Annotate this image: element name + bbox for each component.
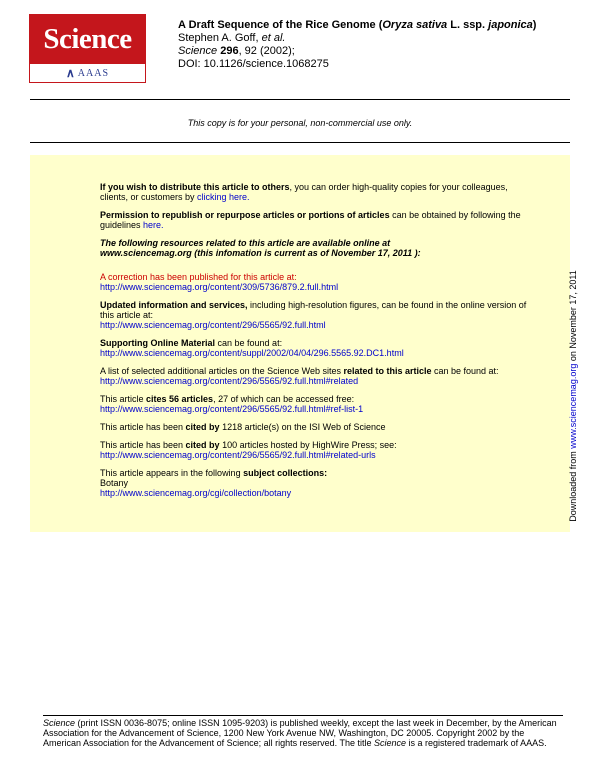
correction-paragraph: A correction has been published for this article at: http://www.sciencemag.org/content/309/5736/879.2.full.html [100,272,339,292]
copyright-footer: Science (print ISSN 0036-8075; online ISSN 1095-9203) is published weekly, except the last week in December, by the American Association for the Advancement of Science, 1200 New York Avenue NW, Washington, DC 20005. Copyright 2002 by the American Association for the Advancement of Science; all rights reserved. The title Science is a registered trademark of AAAS. [43,715,563,748]
related-link[interactable]: http://www.sciencemag.org/content/296/5565/92.full.html#related [100,376,359,386]
article-header [178,19,536,71]
article-doi: DOI: 10.1126/science.1068275 [178,58,329,70]
sciencemag-link[interactable]: www.sciencemag.org [568,363,578,449]
logo-org-text: AAAS [77,67,110,79]
updated-paragraph: Updated information and services, including high-resolution figures, can be found in the online version of this article at: http://www.sciencemag.org/content/296/5565/92.full.html [100,300,527,330]
supporting-link[interactable]: http://www.sciencemag.org/content/suppl/2002/04/04/296.5565.92.DC1.html [100,348,404,358]
download-stamp: Downloaded from www.sciencemag.org on November 17, 2011 [568,270,578,522]
article-title: A Draft Sequence of the Rice Genome (Oryza sativa L. ssp. japonica) [178,19,537,31]
cites-paragraph: This article cites 56 articles, 27 of which can be accessed free: http://www.sciencemag.org/content/296/5565/92.full.html#ref-list-1 [100,394,364,414]
logo-org [30,64,145,82]
article-citation: Science 296, 92 (2002); [178,45,295,57]
permission-paragraph: Permission to republish or repurpose articles or portions of articles can be obtained by following the guidelines here. [100,210,521,230]
resources-note: The following resources related to this article are available online at www.sciencemag.org (this infomation is current as of November 17, 2011 ): [100,238,421,258]
clicking-here-link[interactable]: clicking here. [197,192,250,202]
top-rule [30,99,570,100]
guidelines-link[interactable]: here. [143,220,164,230]
science-logo [29,14,146,83]
cited-isi-paragraph: This article has been cited by 1218 article(s) on the ISI Web of Science [100,422,386,432]
references-link[interactable]: http://www.sciencemag.org/content/296/5565/92.full.html#ref-list-1 [100,404,364,414]
distribute-paragraph: If you wish to distribute this article to others, you can order high-quality copies for your colleagues, clients, or customers by clicking here. [100,182,508,202]
second-rule [30,142,570,143]
botany-link[interactable]: http://www.sciencemag.org/cgi/collection/botany [100,488,292,498]
logo-wordmark: Science [30,15,145,64]
info-content [100,182,530,506]
correction-link[interactable]: http://www.sciencemag.org/content/309/5736/879.2.full.html [100,282,339,292]
personal-use-note: This copy is for your personal, non-commercial use only. [187,118,413,128]
related-urls-link[interactable]: http://www.sciencemag.org/content/296/5565/92.full.html#related-urls [100,450,376,460]
supporting-paragraph: Supporting Online Material can be found at: http://www.sciencemag.org/content/suppl/2002/04/04/296.5565.92.DC1.html [100,338,404,358]
cited-highwire-paragraph: This article has been cited by 100 articles hosted by HighWire Press; see: http://www.sciencemag.org/content/296/5565/92.full.html#related-urls [100,440,397,460]
collections-paragraph: This article appears in the following subject collections: Botany http://www.sciencemag.org/cgi/collection/botany [100,468,328,498]
updated-link[interactable]: http://www.sciencemag.org/content/296/5565/92.full.html [100,320,326,330]
aaas-icon: ∧ [65,65,76,80]
related-paragraph: A list of selected additional articles on the Science Web sites related to this article can be found at: http://www.sciencemag.org/content/296/5565/92.full.html#related [100,366,499,386]
article-authors: Stephen A. Goff, et al. [178,32,286,44]
